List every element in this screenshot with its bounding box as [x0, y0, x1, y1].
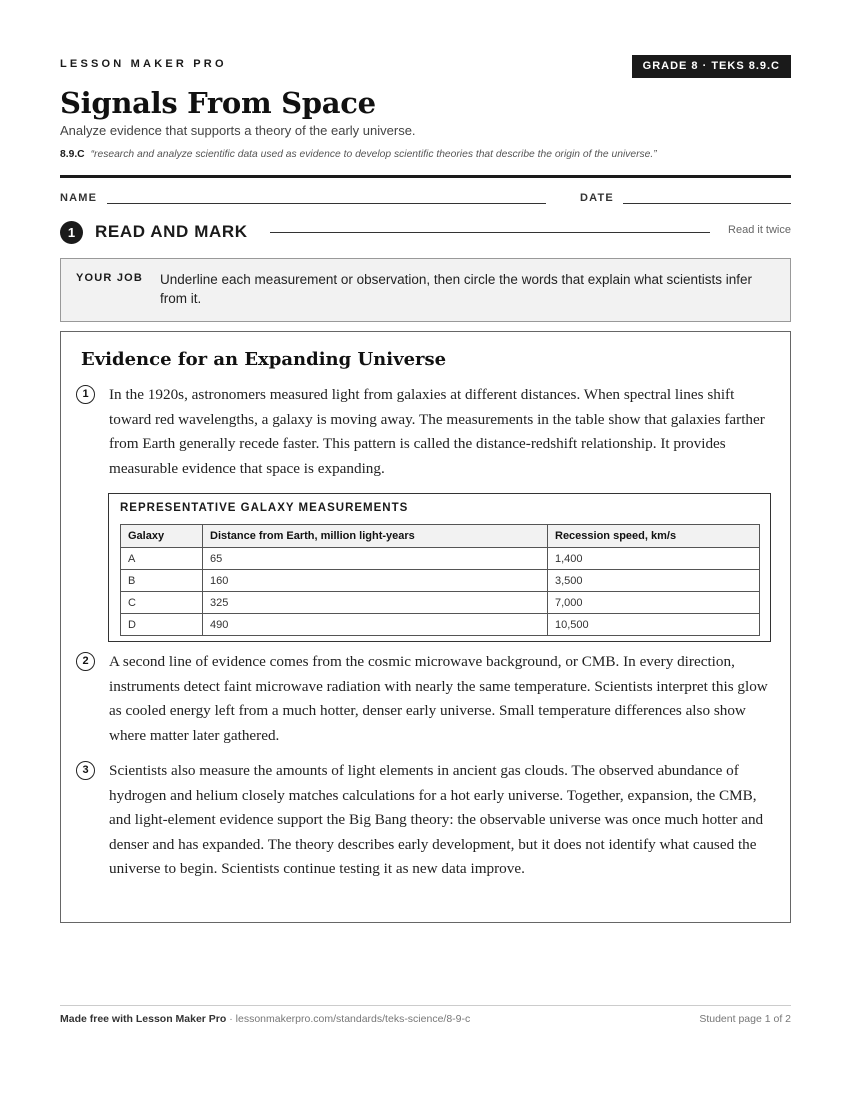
footer-made-with: Made free with Lesson Maker Pro — [60, 1013, 227, 1025]
student-info-row — [60, 192, 791, 208]
table-header-row — [121, 525, 760, 548]
date-field[interactable] — [623, 203, 791, 204]
section-note: Read it twice — [728, 224, 791, 236]
table-cell: 1,400 — [548, 548, 760, 570]
table-cell: 490 — [203, 614, 548, 636]
page-subtitle: Analyze evidence that supports a theory of the early universe. — [60, 123, 416, 138]
galaxy-measurements-table — [120, 524, 760, 636]
column-header: Distance from Earth, million light-years — [203, 525, 548, 548]
reading-passage-box — [60, 331, 791, 923]
paragraph-text: In the 1920s, astronomers measured light from galaxies at different distances. When spectral lines shift toward red wavelengths, a galaxy is moving away. The measurements in the table show that galaxies farther from Earth generally recede faster. This pattern is called the distance-redshift relationship. It provides measurable evidence that space is expanding. — [109, 386, 765, 477]
job-text: Underline each measurement or observation, then circle the words that explain what scientists infer from it. — [160, 272, 753, 306]
section-number-badge: 1 — [60, 221, 83, 244]
table-cell: 325 — [203, 592, 548, 614]
column-header: Galaxy — [121, 525, 203, 548]
standard-code: 8.9.C — [60, 149, 85, 160]
footer-divider — [60, 1005, 791, 1006]
section-rule — [270, 232, 710, 233]
table-row — [121, 548, 760, 570]
standard-text: “research and analyze scientific data used as evidence to develop scientific theories that describe the origin of the universe.” — [90, 149, 657, 160]
footer-credit — [60, 1013, 470, 1025]
brand-name: LESSON MAKER PRO — [60, 58, 227, 70]
paragraph-number-badge: 1 — [76, 385, 95, 404]
table-cell: A — [121, 548, 203, 570]
header-bar — [60, 55, 791, 78]
section-title: READ AND MARK — [95, 222, 248, 241]
measurement-table-box — [108, 493, 771, 642]
date-label: DATE — [580, 192, 614, 204]
table-cell: 7,000 — [548, 592, 760, 614]
table-cell: 65 — [203, 548, 548, 570]
job-instructions-box — [60, 258, 791, 322]
standard-statement — [60, 149, 657, 160]
table-cell: C — [121, 592, 203, 614]
table-cell: D — [121, 614, 203, 636]
grade-badge: GRADE 8 · TEKS 8.9.C — [632, 55, 791, 78]
paragraph-number-badge: 3 — [76, 761, 95, 780]
paragraph-text: A second line of evidence comes from the cosmic microwave background, or CMB. In every direction, instruments detect faint microwave radiation with nearly the same temperature. Scientists interpret this glow as cooled energy left from a much hotter, denser early universe. Small temperature differences also show where matter later gathered. — [109, 653, 768, 744]
section-heading — [60, 220, 791, 244]
reading-title: Evidence for an Expanding Universe — [81, 349, 447, 370]
name-label: NAME — [60, 192, 98, 204]
footer-separator: · — [226, 1013, 236, 1025]
header-divider — [60, 175, 791, 178]
table-row — [121, 614, 760, 636]
table-cell: B — [121, 570, 203, 592]
footer-page-number: Student page 1 of 2 — [699, 1013, 791, 1025]
name-field[interactable] — [107, 203, 546, 204]
column-header: Recession speed, km/s — [548, 525, 760, 548]
table-cell: 160 — [203, 570, 548, 592]
footer-url[interactable]: lessonmakerpro.com/standards/teks-science/8-9-c — [235, 1013, 471, 1025]
paragraph-number-badge: 2 — [76, 652, 95, 671]
job-label: YOUR JOB — [76, 272, 144, 284]
worksheet-page — [60, 0, 791, 1100]
table-row — [121, 592, 760, 614]
table-cell: 10,500 — [548, 614, 760, 636]
table-caption: REPRESENTATIVE GALAXY MEASUREMENTS — [120, 502, 409, 514]
paragraph-text: Scientists also measure the amounts of light elements in ancient gas clouds. The observed abundance of hydrogen and helium closely matches calculations for a hot early universe. Together, expansion, the CMB, and light-element evidence support the Big Bang theory: the observable universe was once much hotter and denser and has expanded. The theory describes early development, but it does not identify what caused the universe to begin. Scientists continue testing it as new data improve. — [109, 762, 764, 877]
table-row — [121, 570, 760, 592]
table-cell: 3,500 — [548, 570, 760, 592]
page-title: Signals From Space — [60, 86, 376, 120]
